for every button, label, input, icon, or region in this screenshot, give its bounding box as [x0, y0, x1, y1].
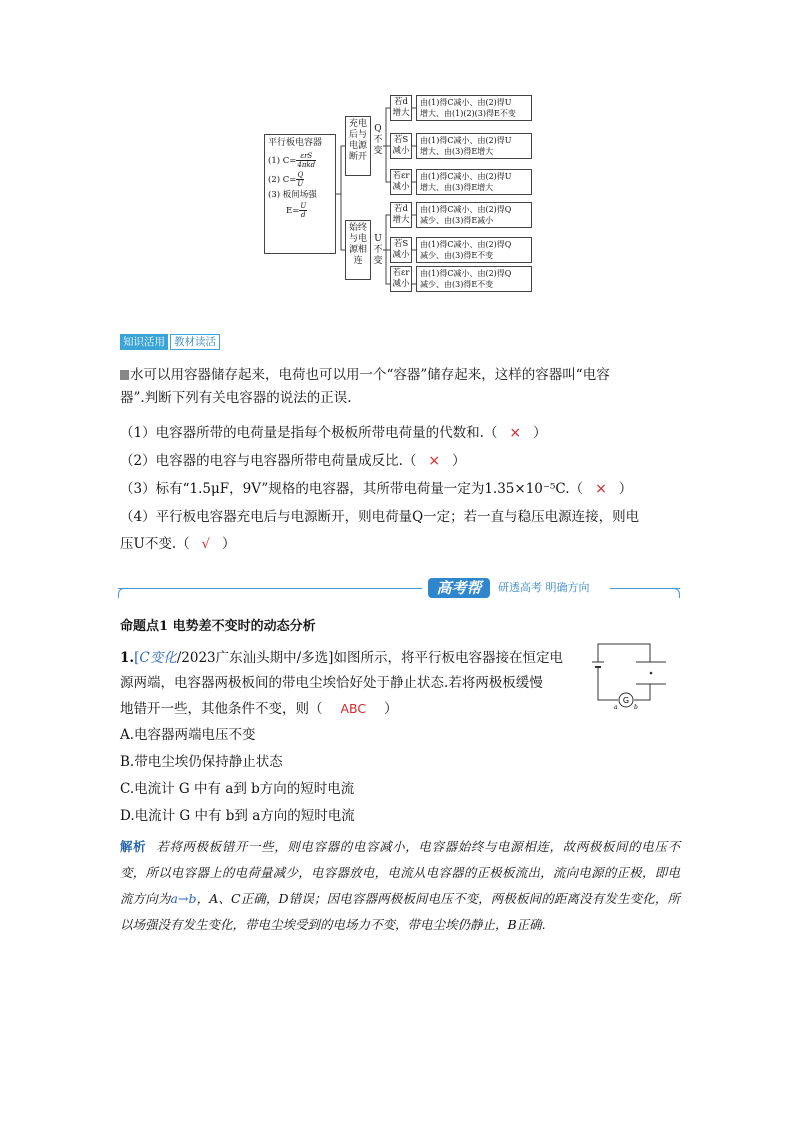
formula-field-label: (3) 板间场强 — [268, 190, 317, 200]
wrong-mark: × — [595, 481, 607, 497]
question-source-tag: C变化 — [139, 650, 177, 666]
branch-disconnected: 充电后与电源断开 — [345, 116, 371, 176]
wrong-mark: × — [428, 453, 441, 469]
banner-slogan: 研透高考 明确方向 — [498, 581, 590, 594]
question-stem: 1.[C变化/2023广东汕头期中/多选]如图所示，将平行板电容器接在恒定电 源两端，电容器两极板间的带电尘埃恰好处于静止状态.若将两极板缓慢 地错开一些，其他条件不变，则（ ABC ） — [120, 650, 563, 717]
option-a: A.电容器两端电压不变 — [120, 727, 256, 743]
option-c: C.电流计 G 中有 a到 b方向的短时电流 — [120, 781, 355, 797]
wrong-mark: × — [509, 425, 522, 441]
statement-2: （2）电容器的电容与电容器所带电荷量成反比.（ × ） — [120, 453, 466, 469]
statement-1: （1）电容器所带的电荷量是指每个极板所带电荷量的代数和.（ × ） — [120, 425, 547, 441]
terminal-b-label: b — [634, 704, 638, 711]
root-title: 平行板电容器 — [268, 138, 323, 148]
result-box: 由(1)得C减小、由(2)得Q 减少、由(3)得E不变 — [416, 266, 532, 292]
terminal-a-label: a — [614, 704, 618, 711]
option-b: B.带电尘埃仍保持静止状态 — [120, 754, 283, 770]
statement-4-line2: 压U不变.（ √ ） — [120, 536, 236, 552]
tag-knowledge-use: 知识活用 — [120, 334, 168, 350]
banner-brand: 高考帮 — [428, 578, 490, 598]
topic-heading: 命题点1 电势差不变时的动态分析 — [120, 619, 316, 634]
capacitor-root-box — [264, 134, 336, 254]
concept-map — [262, 94, 534, 294]
result-box: 由(1)得C减小、由(2)得Q 减少、由(3)得E减小 — [416, 202, 532, 228]
condition-box: 若S减小 — [390, 133, 412, 159]
branch-disconnected-constant: Q不变 — [373, 124, 383, 156]
condition-box: 若d增大 — [390, 95, 412, 121]
result-box: 由(1)得C减小、由(2)得U 增大、由(1)(2)(3)得E不变 — [416, 95, 532, 121]
section-banner — [118, 576, 680, 600]
formula-definition: (2) C= $\frac{Q}{U}$ — [268, 171, 304, 188]
tag-textbook-reading: 教材读活 — [170, 334, 220, 350]
question-answer: ABC — [340, 701, 367, 716]
section-tags — [120, 334, 220, 350]
correct-mark: √ — [201, 537, 210, 552]
condition-box: 若d增大 — [390, 202, 412, 228]
condition-box: 若εr减小 — [390, 266, 412, 292]
galvanometer-label: G — [622, 696, 630, 705]
formula-field: E= $\frac{U}{d}$ — [286, 202, 307, 219]
branch-connected-constant: U不变 — [373, 234, 383, 266]
explanation: 解析 若将两极板错开一些，则电容器的电容减小，电容器始终与电源相连，故两极板间的电压不变，所以电容器上的电荷量减少，电容器放电，电流从电容器的正极板流出，流向电源的正极，即电流方向为a→b，A、C正确，D错误；因电容器两极板间电压不变，两极板间的距离没有发生变化，所以场强没有发生变化，带电尘埃受到的电场力不变，带电尘埃仍静止，B正确. — [120, 839, 680, 932]
result-box: 由(1)得C减小、由(2)得Q 减少、由(3)得E不变 — [416, 237, 532, 263]
dust-particle — [650, 672, 653, 675]
statement-4-line1: （4）平行板电容器充电后与电源断开，则电荷量Q一定；若一直与稳压电源连接，则电 — [120, 509, 640, 525]
option-d: D.电流计 G 中有 b到 a方向的短时电流 — [120, 808, 355, 824]
statement-3: （3）标有“1.5μF，9V”规格的电容器，其所带电荷量一定为1.35×10⁻⁵C.（ × ） — [120, 481, 633, 497]
intro-paragraph: 水可以用容器储存起来，电荷也可以用一个“容器”储存起来，这样的容器叫“电容 器”.判断下列有关电容器的说法的正误. — [120, 367, 610, 406]
circuit-diagram — [590, 640, 670, 712]
result-box: 由(1)得C减小、由(2)得U 增大、由(3)得E增大 — [416, 133, 532, 159]
condition-box: 若S减小 — [390, 237, 412, 263]
explanation-label: 解析 — [120, 839, 147, 854]
bookmark-icon — [120, 370, 129, 380]
result-box: 由(1)得C减小、由(2)得U 增大、由(3)得E增大 — [416, 169, 532, 195]
condition-box: 若εr减小 — [390, 169, 412, 195]
branch-connected: 始终与电源相连 — [345, 220, 371, 280]
formula-capacitance: (1) C= $\frac{\text{εrS}}{\text{4πkd}}$ — [268, 152, 316, 169]
